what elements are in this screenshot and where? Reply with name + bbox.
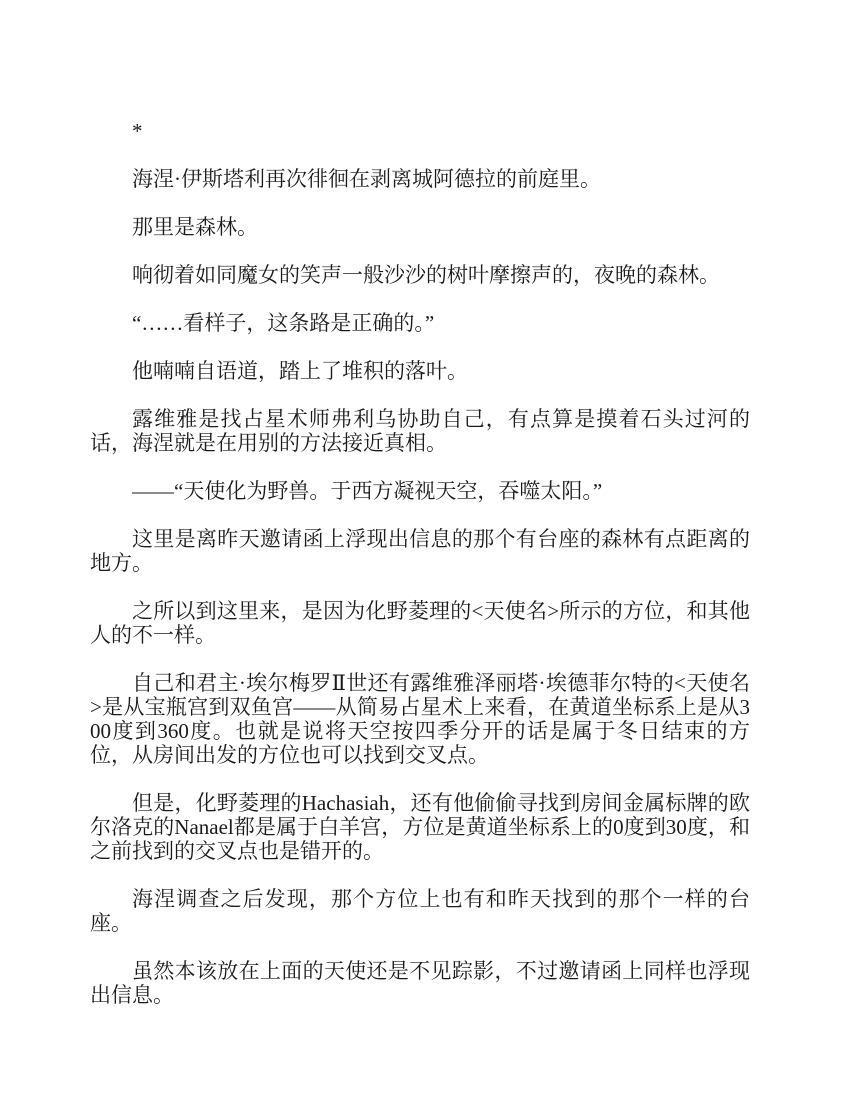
document-page [90,119,750,1007]
paragraph: 他喃喃自语道，踏上了堆积的落叶。 [132,359,468,383]
paragraph-container [90,119,750,1007]
paragraph: “……看样子，这条路是正确的。” [132,311,435,335]
paragraph: 但是，化野菱理的Hachasiah，还有他偷偷寻找到房间金属标牌的欧尔洛克的Nanael都是属于白羊宫，方位是黄道坐标系上的0度到30度，和之前找到的交叉点也是错开的。 [90,791,750,863]
paragraph: 之所以到这里来，是因为化野菱理的<天使名>所示的方位，和其他人的不一样。 [90,599,750,647]
section-separator: * [132,119,143,143]
paragraph: 海涅·伊斯塔利再次徘徊在剥离城阿德拉的前庭里。 [132,167,601,191]
paragraph: 响彻着如同魔女的笑声一般沙沙的树叶摩擦声的，夜晚的森林。 [132,263,720,287]
paragraph: 海涅调查之后发现，那个方位上也有和昨天找到的那个一样的台座。 [90,887,750,935]
paragraph: 自己和君主·埃尔梅罗Ⅱ世还有露维雅泽丽塔·埃德菲尔特的<天使名>是从宝瓶宫到双鱼宫——从简易占星术上来看，在黄道坐标系上是从300度到360度。也就是说将天空按四季分开的话是属于冬日结束的方位，从房间出发的方位也可以找到交叉点。 [90,671,750,767]
paragraph: 那里是森林。 [132,215,258,239]
paragraph: ——“天使化为野兽。于西方凝视天空，吞噬太阳。” [132,479,603,503]
paragraph: 这里是离昨天邀请函上浮现出信息的那个有台座的森林有点距离的地方。 [90,527,750,575]
paragraph: 露维雅是找占星术师弗利乌协助自己，有点算是摸着石头过河的话，海涅就是在用别的方法接近真相。 [90,407,750,455]
paragraph: 虽然本该放在上面的天使还是不见踪影，不过邀请函上同样也浮现出信息。 [90,959,750,1007]
